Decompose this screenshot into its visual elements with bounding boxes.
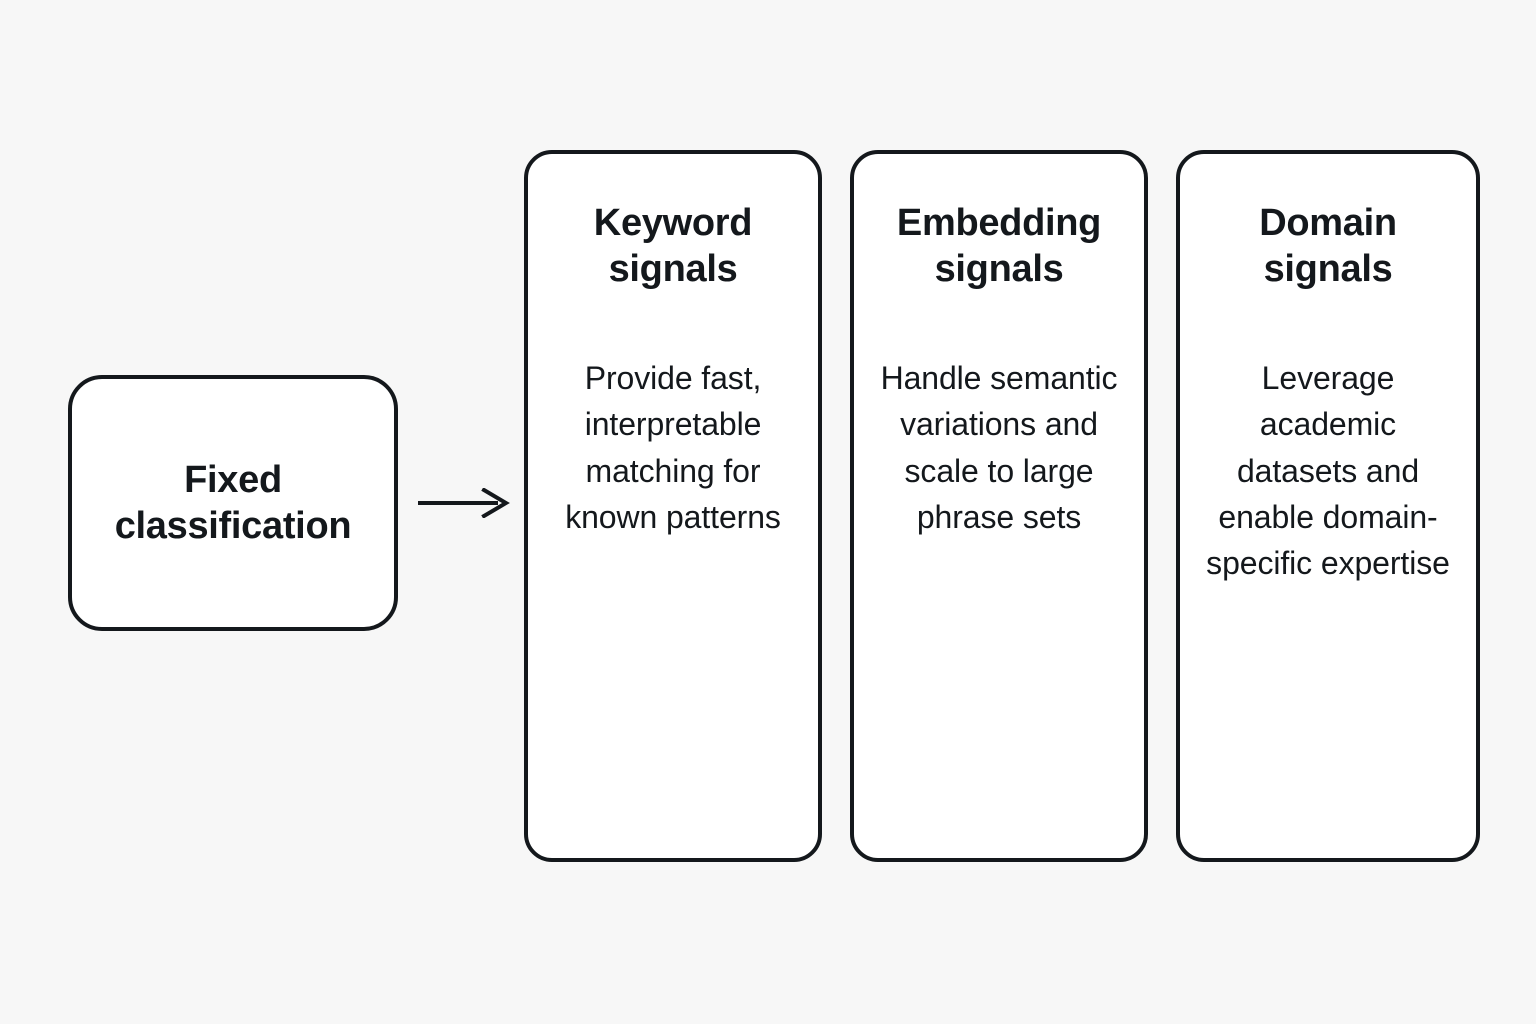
arrow-right-icon <box>418 488 514 518</box>
card-domain-signals-body: Leverage academic datasets and enable domain-specific expertise <box>1206 359 1450 582</box>
card-keyword-signals <box>524 150 822 862</box>
node-fixed-classification-label: Fixed classification <box>114 458 352 547</box>
card-domain-signals <box>1176 150 1480 862</box>
card-domain-signals-title: Domain signals <box>1259 202 1397 291</box>
node-fixed-classification <box>68 375 398 631</box>
card-embedding-signals-title: Embedding signals <box>896 202 1102 291</box>
card-embedding-signals <box>850 150 1148 862</box>
signal-cards-row <box>524 150 1484 862</box>
card-keyword-signals-body: Provide fast, interpretable matching for known patterns <box>565 359 781 535</box>
card-embedding-signals-body: Handle semantic variations and scale to large phrase sets <box>880 359 1118 535</box>
card-keyword-signals-title: Keyword signals <box>593 202 753 291</box>
